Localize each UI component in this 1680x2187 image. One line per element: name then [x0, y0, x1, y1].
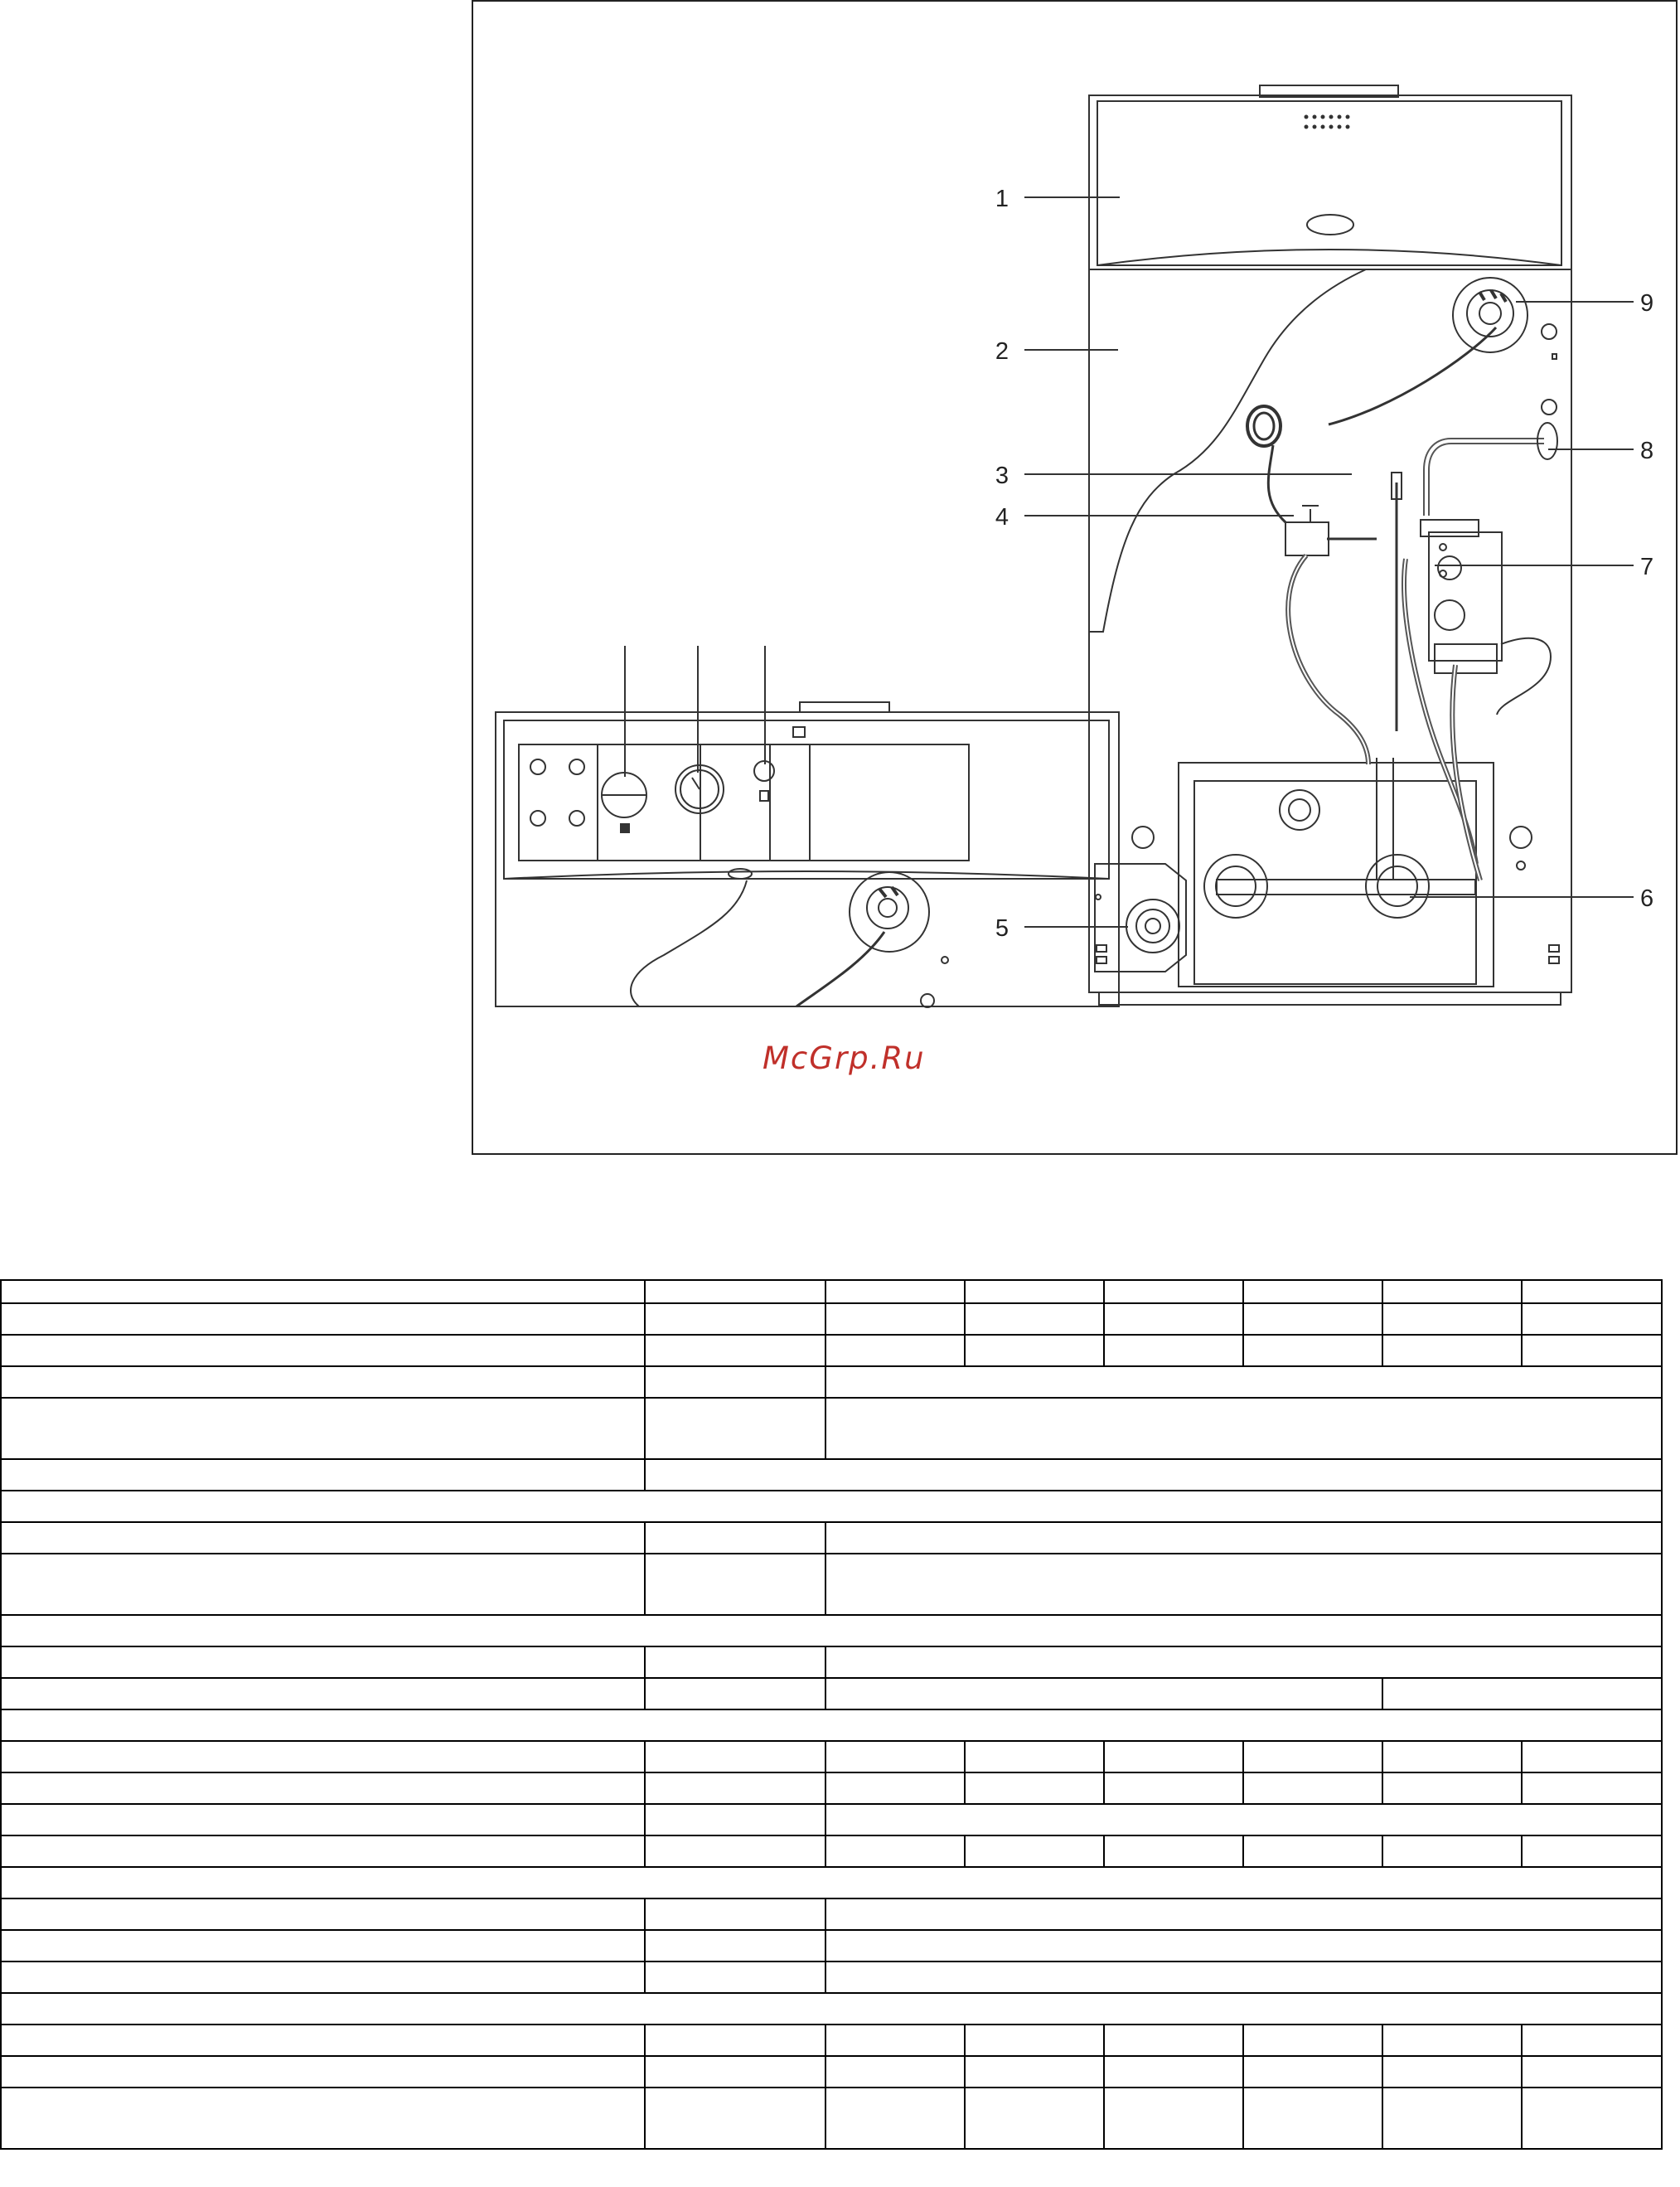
table-cell [1, 1772, 645, 1804]
table-cell [965, 2025, 1104, 2056]
table-cell [825, 1554, 1662, 1615]
table-cell [645, 1678, 825, 1709]
table-row [1, 1335, 1662, 1366]
table-cell [1243, 1772, 1382, 1804]
table-cell [1522, 1772, 1662, 1804]
table-cell [1, 1554, 645, 1615]
table-cell [1, 1646, 645, 1678]
table-cell [1, 1522, 645, 1554]
table-cell [965, 1335, 1104, 1366]
table-cell [1382, 1741, 1522, 1772]
table-cell [825, 2056, 965, 2088]
callout-7: 7 [1640, 554, 1654, 580]
table-row [1, 1993, 1662, 2025]
table-cell [825, 1280, 965, 1303]
table-cell [645, 1335, 825, 1366]
table-cell [825, 1741, 965, 1772]
table-cell [645, 2056, 825, 2088]
table-row [1, 1398, 1662, 1459]
spec-table-body [1, 1280, 1662, 2149]
table-row [1, 2088, 1662, 2149]
boiler-top-cover [1089, 85, 1571, 269]
table-cell [965, 2088, 1104, 2149]
table-cell [1, 1898, 645, 1930]
callout-leaders [1024, 197, 1634, 927]
table-cell [1, 1804, 645, 1835]
table-cell [1104, 1303, 1243, 1335]
table-row [1, 2056, 1662, 2088]
table-cell [645, 1772, 825, 1804]
boiler-diagram [473, 2, 1676, 1153]
table-cell [965, 1303, 1104, 1335]
table-cell [645, 1366, 825, 1398]
boiler-body [1089, 269, 1571, 1005]
table-cell [645, 1962, 825, 1993]
table-row [1, 1709, 1662, 1741]
table-cell [1382, 1772, 1522, 1804]
table-cell [825, 2088, 965, 2149]
table-cell [1243, 1280, 1382, 1303]
table-cell [1522, 1280, 1662, 1303]
table-cell [1, 1280, 645, 1303]
table-cell [1, 1741, 645, 1772]
table-cell [1104, 1741, 1243, 1772]
table-cell [645, 1898, 825, 1930]
table-cell [1104, 2025, 1243, 2056]
callout-8: 8 [1640, 438, 1654, 464]
table-cell [1382, 2056, 1522, 2088]
table-cell [965, 2056, 1104, 2088]
table-row [1, 1554, 1662, 1615]
table-row [1, 1366, 1662, 1398]
table-cell [825, 1804, 1662, 1835]
table-cell [1522, 1335, 1662, 1366]
table-row [1, 1303, 1662, 1335]
table-cell [1104, 1772, 1243, 1804]
table-cell [1104, 2056, 1243, 2088]
table-row [1, 1678, 1662, 1709]
table-cell [1, 1398, 645, 1459]
table-cell [965, 1772, 1104, 1804]
table-cell [1, 2088, 645, 2149]
table-cell [825, 1366, 1662, 1398]
table-cell [645, 1398, 825, 1459]
table-cell [645, 1522, 825, 1554]
table-cell [825, 1898, 1662, 1930]
table-cell [1, 1491, 1662, 1522]
table-cell [645, 1280, 825, 1303]
table-cell [1104, 2088, 1243, 2149]
table-cell [1, 1303, 645, 1335]
table-cell [965, 1741, 1104, 1772]
table-row [1, 1804, 1662, 1835]
table-row [1, 1898, 1662, 1930]
table-cell [825, 1930, 1662, 1962]
table-cell [825, 1303, 965, 1335]
table-row [1, 1930, 1662, 1962]
table-cell [825, 1678, 1382, 1709]
table-cell [1382, 1280, 1522, 1303]
table-cell [645, 2025, 825, 2056]
table-cell [1, 1335, 645, 1366]
table-cell [645, 1930, 825, 1962]
table-cell [825, 1835, 965, 1867]
control-panel-inset [496, 702, 1119, 1007]
table-cell [1243, 1335, 1382, 1366]
watermark: McGrp.Ru [763, 1040, 926, 1076]
table-cell [1243, 2056, 1382, 2088]
table-cell [1382, 1335, 1522, 1366]
table-cell [645, 1646, 825, 1678]
ignition-cable [1247, 327, 1496, 522]
callout-2: 2 [995, 338, 1009, 365]
table-cell [1243, 2025, 1382, 2056]
table-cell [645, 1835, 825, 1867]
table-cell [825, 2025, 965, 2056]
table-cell [1522, 1741, 1662, 1772]
table-cell [1104, 1335, 1243, 1366]
table-cell [1382, 1678, 1662, 1709]
table-cell [1, 1366, 645, 1398]
table-cell [1243, 1741, 1382, 1772]
table-row [1, 1741, 1662, 1772]
callout-1: 1 [995, 186, 1009, 212]
table-cell [1382, 1835, 1522, 1867]
table-row [1, 1646, 1662, 1678]
callout-labels [995, 186, 1653, 942]
callout-3: 3 [995, 463, 1009, 489]
table-cell [825, 1522, 1662, 1554]
table-cell [965, 1280, 1104, 1303]
figure-frame [472, 0, 1678, 1155]
callout-5: 5 [995, 915, 1009, 942]
table-cell [1522, 2025, 1662, 2056]
table-cell [1382, 1303, 1522, 1335]
table-row [1, 1867, 1662, 1898]
table-cell [1, 1962, 645, 1993]
table-row [1, 2025, 1662, 2056]
table-cell [1, 1867, 1662, 1898]
table-cell [825, 1962, 1662, 1993]
table-cell [1, 1835, 645, 1867]
flue-connector [1453, 278, 1557, 415]
table-cell [645, 1554, 825, 1615]
table-cell [1522, 2056, 1662, 2088]
table-cell [1, 1993, 1662, 2025]
table-cell [1522, 1835, 1662, 1867]
table-row [1, 1962, 1662, 1993]
table-cell [1522, 2088, 1662, 2149]
gas-valve-assembly [1285, 423, 1557, 880]
table-cell [1382, 2025, 1522, 2056]
table-row [1, 1491, 1662, 1522]
table-cell [965, 1835, 1104, 1867]
table-cell [645, 1303, 825, 1335]
table-cell [1, 1930, 645, 1962]
table-cell [1, 1459, 645, 1491]
callout-9: 9 [1640, 290, 1654, 317]
callout-4: 4 [995, 504, 1009, 531]
table-cell [825, 1398, 1662, 1459]
table-cell [1, 1615, 1662, 1646]
table-cell [1, 2025, 645, 2056]
table-cell [1243, 1835, 1382, 1867]
callout-6: 6 [1640, 885, 1654, 912]
table-cell [1243, 2088, 1382, 2149]
table-cell [825, 1335, 965, 1366]
table-cell [645, 1459, 1662, 1491]
table-cell [1382, 2088, 1522, 2149]
table-cell [645, 1741, 825, 1772]
table-cell [825, 1772, 965, 1804]
table-cell [645, 2088, 825, 2149]
spec-table [0, 1279, 1663, 2150]
table-cell [1, 1709, 1662, 1741]
table-cell [825, 1646, 1662, 1678]
table-row [1, 1280, 1662, 1303]
table-cell [645, 1804, 825, 1835]
table-row [1, 1459, 1662, 1491]
table-cell [1, 2056, 645, 2088]
table-row [1, 1772, 1662, 1804]
table-row [1, 1522, 1662, 1554]
table-row [1, 1615, 1662, 1646]
table-row [1, 1835, 1662, 1867]
table-cell [1104, 1835, 1243, 1867]
table-cell [1, 1678, 645, 1709]
table-cell [1522, 1303, 1662, 1335]
table-cell [1243, 1303, 1382, 1335]
table-cell [1104, 1280, 1243, 1303]
